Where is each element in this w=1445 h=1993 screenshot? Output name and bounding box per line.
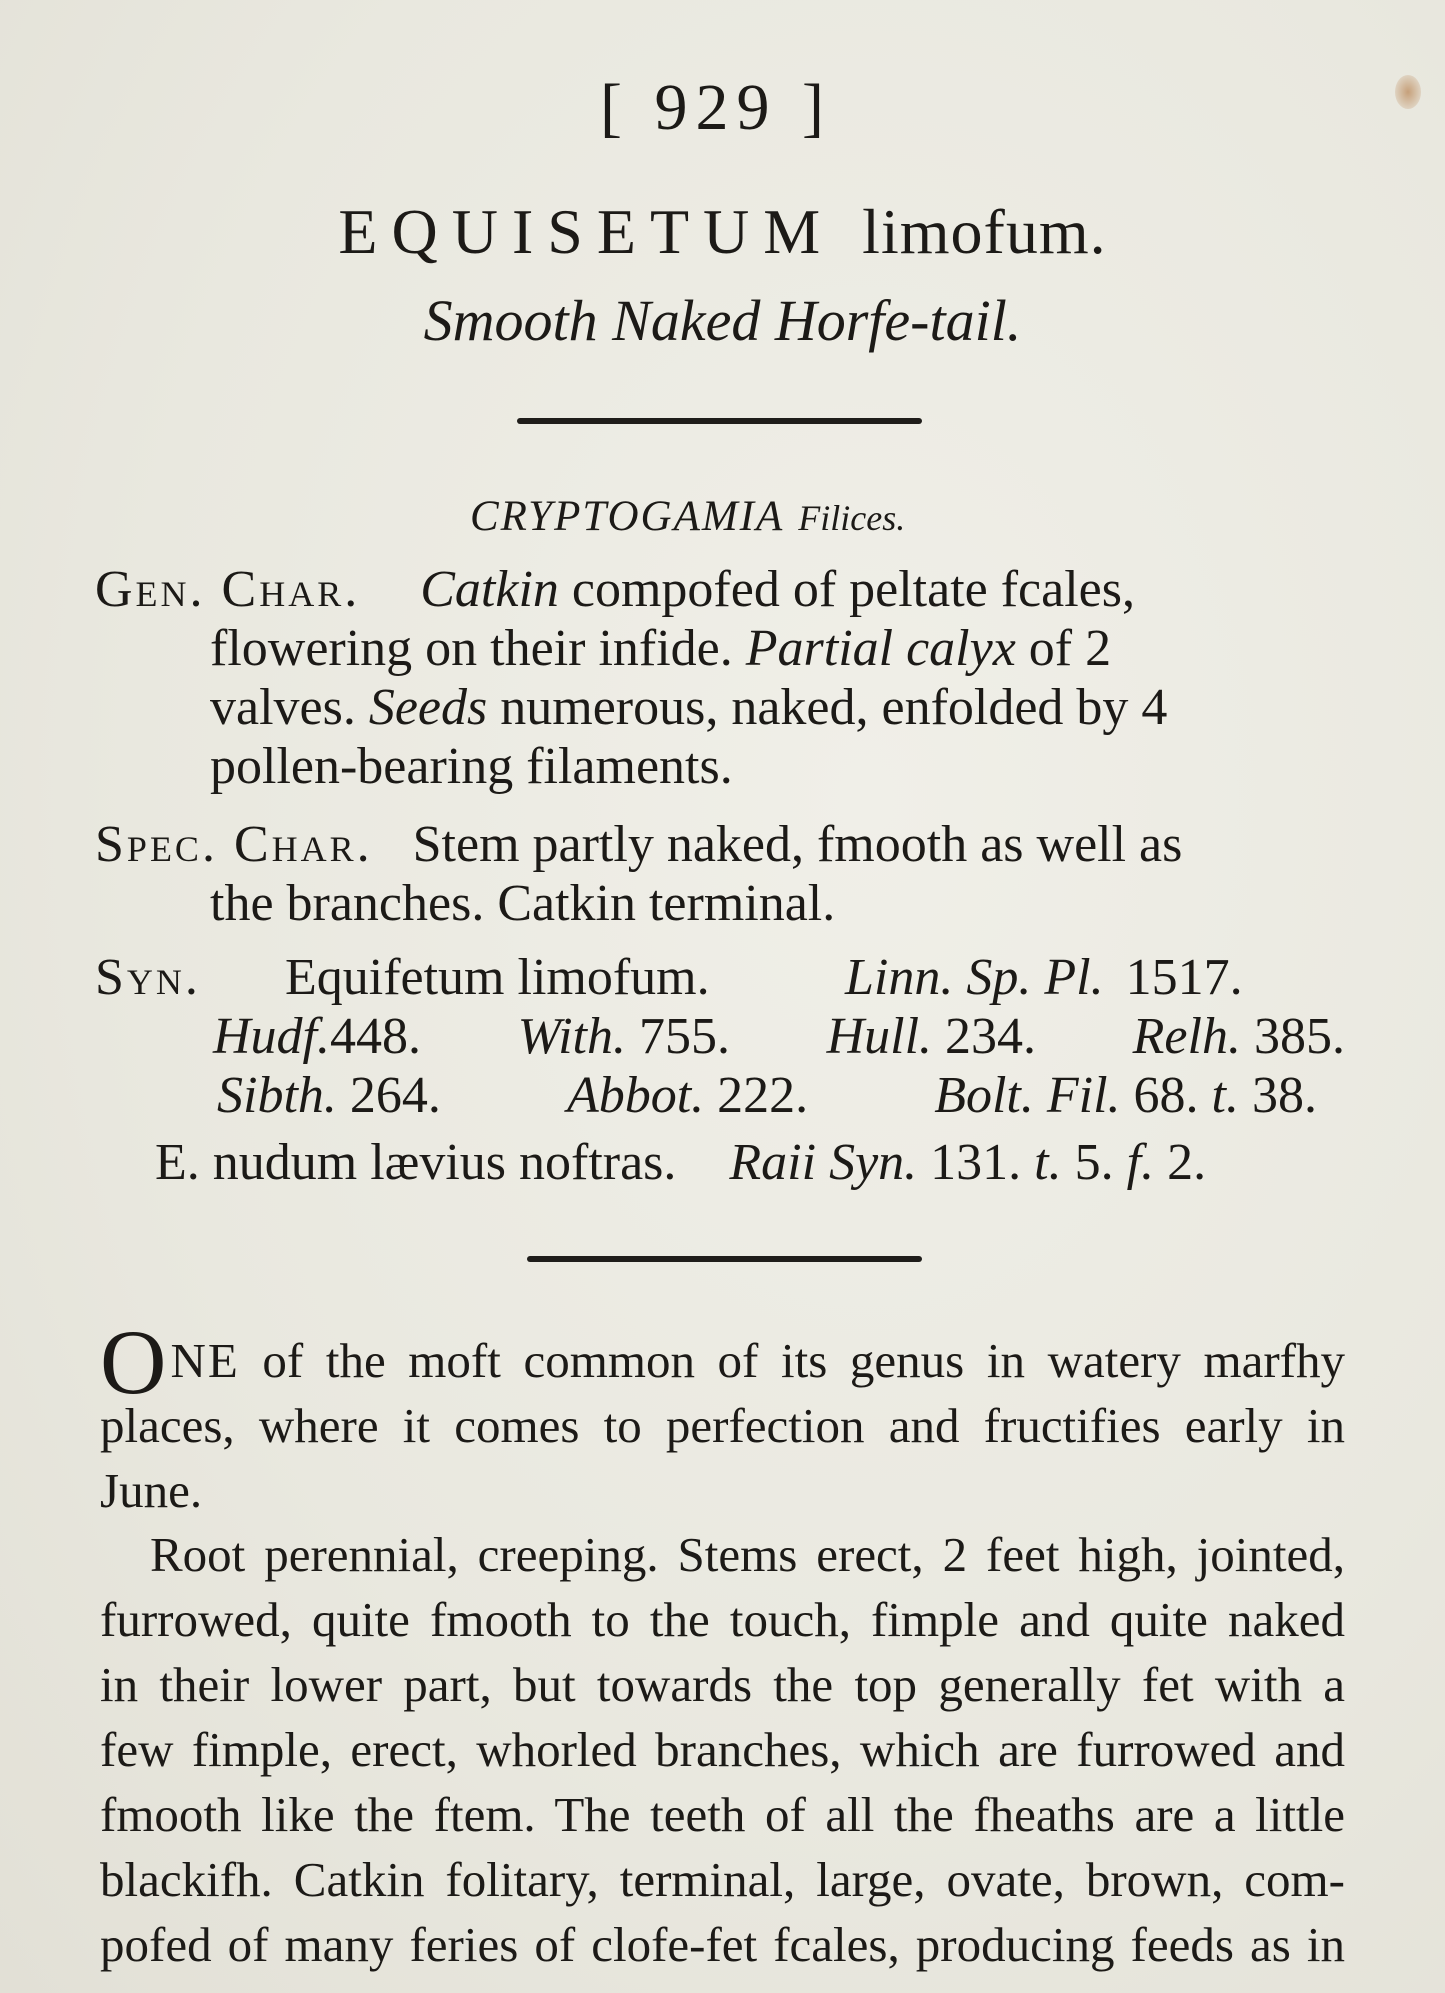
genus-name: EQUISETUM xyxy=(338,196,835,267)
syn-num: 385. xyxy=(1253,1008,1345,1065)
syn-ref: t. xyxy=(1211,1067,1239,1124)
gen-char-text: pollen-bearing filaments. xyxy=(210,738,733,795)
syn-num: 755. xyxy=(638,1008,730,1065)
syn-num: 264. xyxy=(349,1067,441,1124)
syn-ref: Linn. Sp. Pl. xyxy=(845,949,1104,1006)
paragraph-line: furrowed, quite fmooth to the touch, fimple and quite naked xyxy=(100,1592,1345,1647)
generic-character xyxy=(95,560,1345,796)
gen-char-term: Catkin xyxy=(420,561,559,618)
paragraph-line: fmooth like the ftem. The teeth of all the fheaths are a little xyxy=(100,1787,1345,1842)
paragraph-line: few fimple, erect, whorled branches, which are furrowed and xyxy=(100,1722,1345,1777)
gen-char-term: Seeds xyxy=(368,679,488,736)
gen-char-term: Partial calyx xyxy=(745,620,1016,677)
specific-character xyxy=(95,815,1345,933)
common-name: Smooth Naked Horfe-tail. xyxy=(423,288,1022,353)
paragraph-line: places, where it comes to perfection and fructifies early in xyxy=(100,1398,1345,1453)
syn-ref: With. xyxy=(517,1008,626,1065)
divider-top xyxy=(517,418,922,424)
classification xyxy=(470,492,905,541)
drop-cap: O xyxy=(100,1311,167,1413)
syn-num: 131. xyxy=(930,1134,1022,1191)
paragraph-line: June. xyxy=(100,1463,203,1518)
syn-num: 2. xyxy=(1167,1134,1207,1191)
paragraph-line: of the moft common of its genus in watery marfhy xyxy=(239,1333,1345,1388)
order-name: Filices. xyxy=(798,498,906,538)
syn-ref: Sibth. xyxy=(217,1067,337,1124)
species-name: limofum. xyxy=(862,196,1107,267)
synonymy xyxy=(95,948,1345,1192)
syn-ref: Abbot. xyxy=(566,1067,705,1124)
paragraph-line: Root perennial, creeping. Stems erect, 2 feet high, jointed, xyxy=(150,1527,1345,1582)
paragraph-description xyxy=(100,1522,1345,1977)
syn-text: E. nudum lævius noftras. xyxy=(155,1134,677,1191)
paragraph-line: blackifh. Catkin folitary, terminal, large, ovate, brown, com- xyxy=(100,1852,1345,1907)
syn-ref: t. xyxy=(1034,1134,1062,1191)
paragraph-habitat xyxy=(100,1311,1345,1523)
syn-ref: Bolt. Fil. xyxy=(934,1067,1121,1124)
syn-label: Syn. xyxy=(95,949,201,1006)
syn-ref: Hudf. xyxy=(213,1008,330,1065)
syn-text: Equifetum limofum. xyxy=(285,949,710,1006)
page-number: [ 929 ] xyxy=(600,71,832,144)
paragraph-line: in their lower part, but towards the top generally fet with a xyxy=(100,1657,1345,1712)
class-name: CRYPTOGAMIA xyxy=(470,493,785,540)
spec-char-label: Spec. Char. xyxy=(95,816,373,873)
syn-ref: Hull. xyxy=(826,1008,933,1065)
gen-char-text: numerous, naked, enfolded by 4 xyxy=(487,679,1168,736)
syn-num: 448. xyxy=(330,1008,421,1065)
spec-char-text: Stem partly naked, fmooth as well as xyxy=(412,816,1183,873)
syn-ref: Raii Syn. xyxy=(729,1134,918,1191)
gen-char-label: Gen. Char. xyxy=(95,561,361,618)
syn-num: 234. xyxy=(945,1008,1037,1065)
foxing-spot xyxy=(1395,75,1421,109)
gen-char-text: of 2 xyxy=(1015,620,1112,677)
spec-char-text: the branches. Catkin terminal. xyxy=(210,875,836,932)
paragraph-line: pofed of many feries of clofe-fet fcales, producing feeds as in xyxy=(100,1917,1345,1972)
gen-char-text: compofed of peltate fcales, xyxy=(558,561,1135,618)
syn-num: 1517. xyxy=(1125,949,1243,1006)
syn-num: 5. xyxy=(1074,1134,1114,1191)
syn-ref: Relh. xyxy=(1132,1008,1241,1065)
syn-num: 68. xyxy=(1133,1067,1199,1124)
syn-num: 222. xyxy=(717,1067,809,1124)
first-word-caps: NE xyxy=(170,1333,240,1388)
gen-char-text: valves. xyxy=(210,679,369,736)
divider-bottom xyxy=(527,1256,922,1262)
gen-char-text: flowering on their infide. xyxy=(210,620,746,677)
syn-ref: f. xyxy=(1126,1134,1155,1191)
species-title xyxy=(0,195,1445,269)
syn-num: 38. xyxy=(1252,1067,1317,1124)
